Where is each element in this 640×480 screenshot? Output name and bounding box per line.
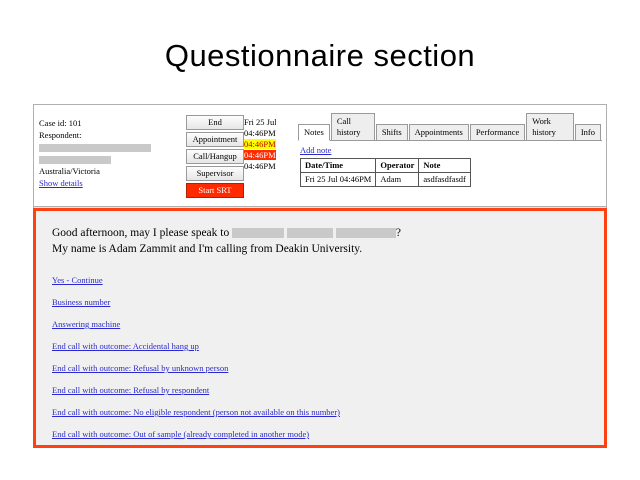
call-hangup-button[interactable]: Call/Hangup	[186, 149, 244, 164]
option-refusal-respondent[interactable]: End call with outcome: Refusal by respondent	[52, 385, 210, 395]
script-line-1-prefix: Good afternoon, may I please speak to	[52, 227, 230, 239]
column-header-note: Note	[419, 159, 470, 173]
redaction-bar	[39, 156, 111, 164]
script-line-1	[52, 225, 588, 241]
table-row[interactable]	[301, 173, 471, 187]
column-header-datetime: Date/Time	[301, 159, 376, 173]
column-header-operator: Operator	[376, 159, 419, 173]
cell-datetime: Fri 25 Jul 04:46PM	[301, 173, 376, 187]
redaction-bar	[232, 228, 284, 238]
case-id: Case id: 101	[39, 118, 82, 128]
table-header-row	[301, 159, 471, 173]
option-refusal-unknown-person[interactable]: End call with outcome: Refusal by unknown person	[52, 363, 229, 373]
redaction-bar	[336, 228, 396, 238]
tab-bar	[298, 113, 602, 141]
redaction-bar	[39, 144, 151, 152]
appointment-button[interactable]: Appointment	[186, 132, 244, 147]
option-no-eligible-respondent[interactable]: End call with outcome: No eligible respondent (person not available on this number)	[52, 407, 340, 417]
option-yes-continue[interactable]: Yes - Continue	[52, 275, 103, 285]
application-screenshot	[33, 104, 607, 214]
cell-operator: Adam	[376, 173, 419, 187]
option-accidental-hangup[interactable]: End call with outcome: Accidental hang up	[52, 341, 199, 351]
tab-performance[interactable]: Performance	[470, 124, 525, 140]
page-title: Questionnaire section	[164, 38, 476, 73]
script-line-2: My name is Adam Zammit and I'm calling from Deakin University.	[52, 243, 363, 255]
option-business-number[interactable]: Business number	[52, 297, 111, 307]
tab-work-history[interactable]: Work history	[526, 113, 574, 140]
timestamp-4: 04:46PM	[244, 161, 276, 171]
timestamp-1: 04:46PM	[244, 128, 276, 138]
cell-note: asdfasdfasdf	[419, 173, 470, 187]
tab-panel	[298, 113, 602, 187]
action-button-column	[186, 115, 244, 200]
notes-table	[300, 158, 471, 187]
respondent-label: Respondent:	[39, 130, 82, 140]
case-info-block	[39, 117, 179, 189]
option-out-of-sample[interactable]: End call with outcome: Out of sample (already completed in another mode)	[52, 429, 310, 439]
supervisor-button[interactable]: Supervisor	[186, 166, 244, 181]
timestamp-column	[244, 117, 296, 172]
tab-appointments[interactable]: Appointments	[409, 124, 469, 140]
respondent-phone-redacted	[39, 153, 179, 165]
end-button[interactable]: End	[186, 115, 244, 130]
tab-notes[interactable]: Notes	[298, 124, 330, 141]
timestamp-3-highlight: 04:46PM	[244, 150, 276, 160]
redaction-bar	[287, 228, 333, 238]
script-line-1-suffix: ?	[395, 227, 401, 239]
tab-call-history[interactable]: Call history	[331, 113, 375, 140]
timestamp-date: Fri 25 Jul	[244, 117, 277, 127]
questionnaire-script-box	[33, 208, 607, 448]
tab-shifts[interactable]: Shifts	[376, 124, 408, 140]
option-answering-machine[interactable]: Answering machine	[52, 319, 121, 329]
timestamp-2-highlight: 04:46PM	[244, 139, 276, 149]
start-srt-button[interactable]: Start SRT	[186, 183, 244, 198]
add-note-link[interactable]: Add note	[300, 145, 332, 155]
respondent-name-redacted	[39, 141, 179, 153]
show-details-link[interactable]: Show details	[39, 178, 83, 188]
case-location: Australia/Victoria	[39, 166, 100, 176]
tab-info[interactable]: Info	[575, 124, 601, 140]
